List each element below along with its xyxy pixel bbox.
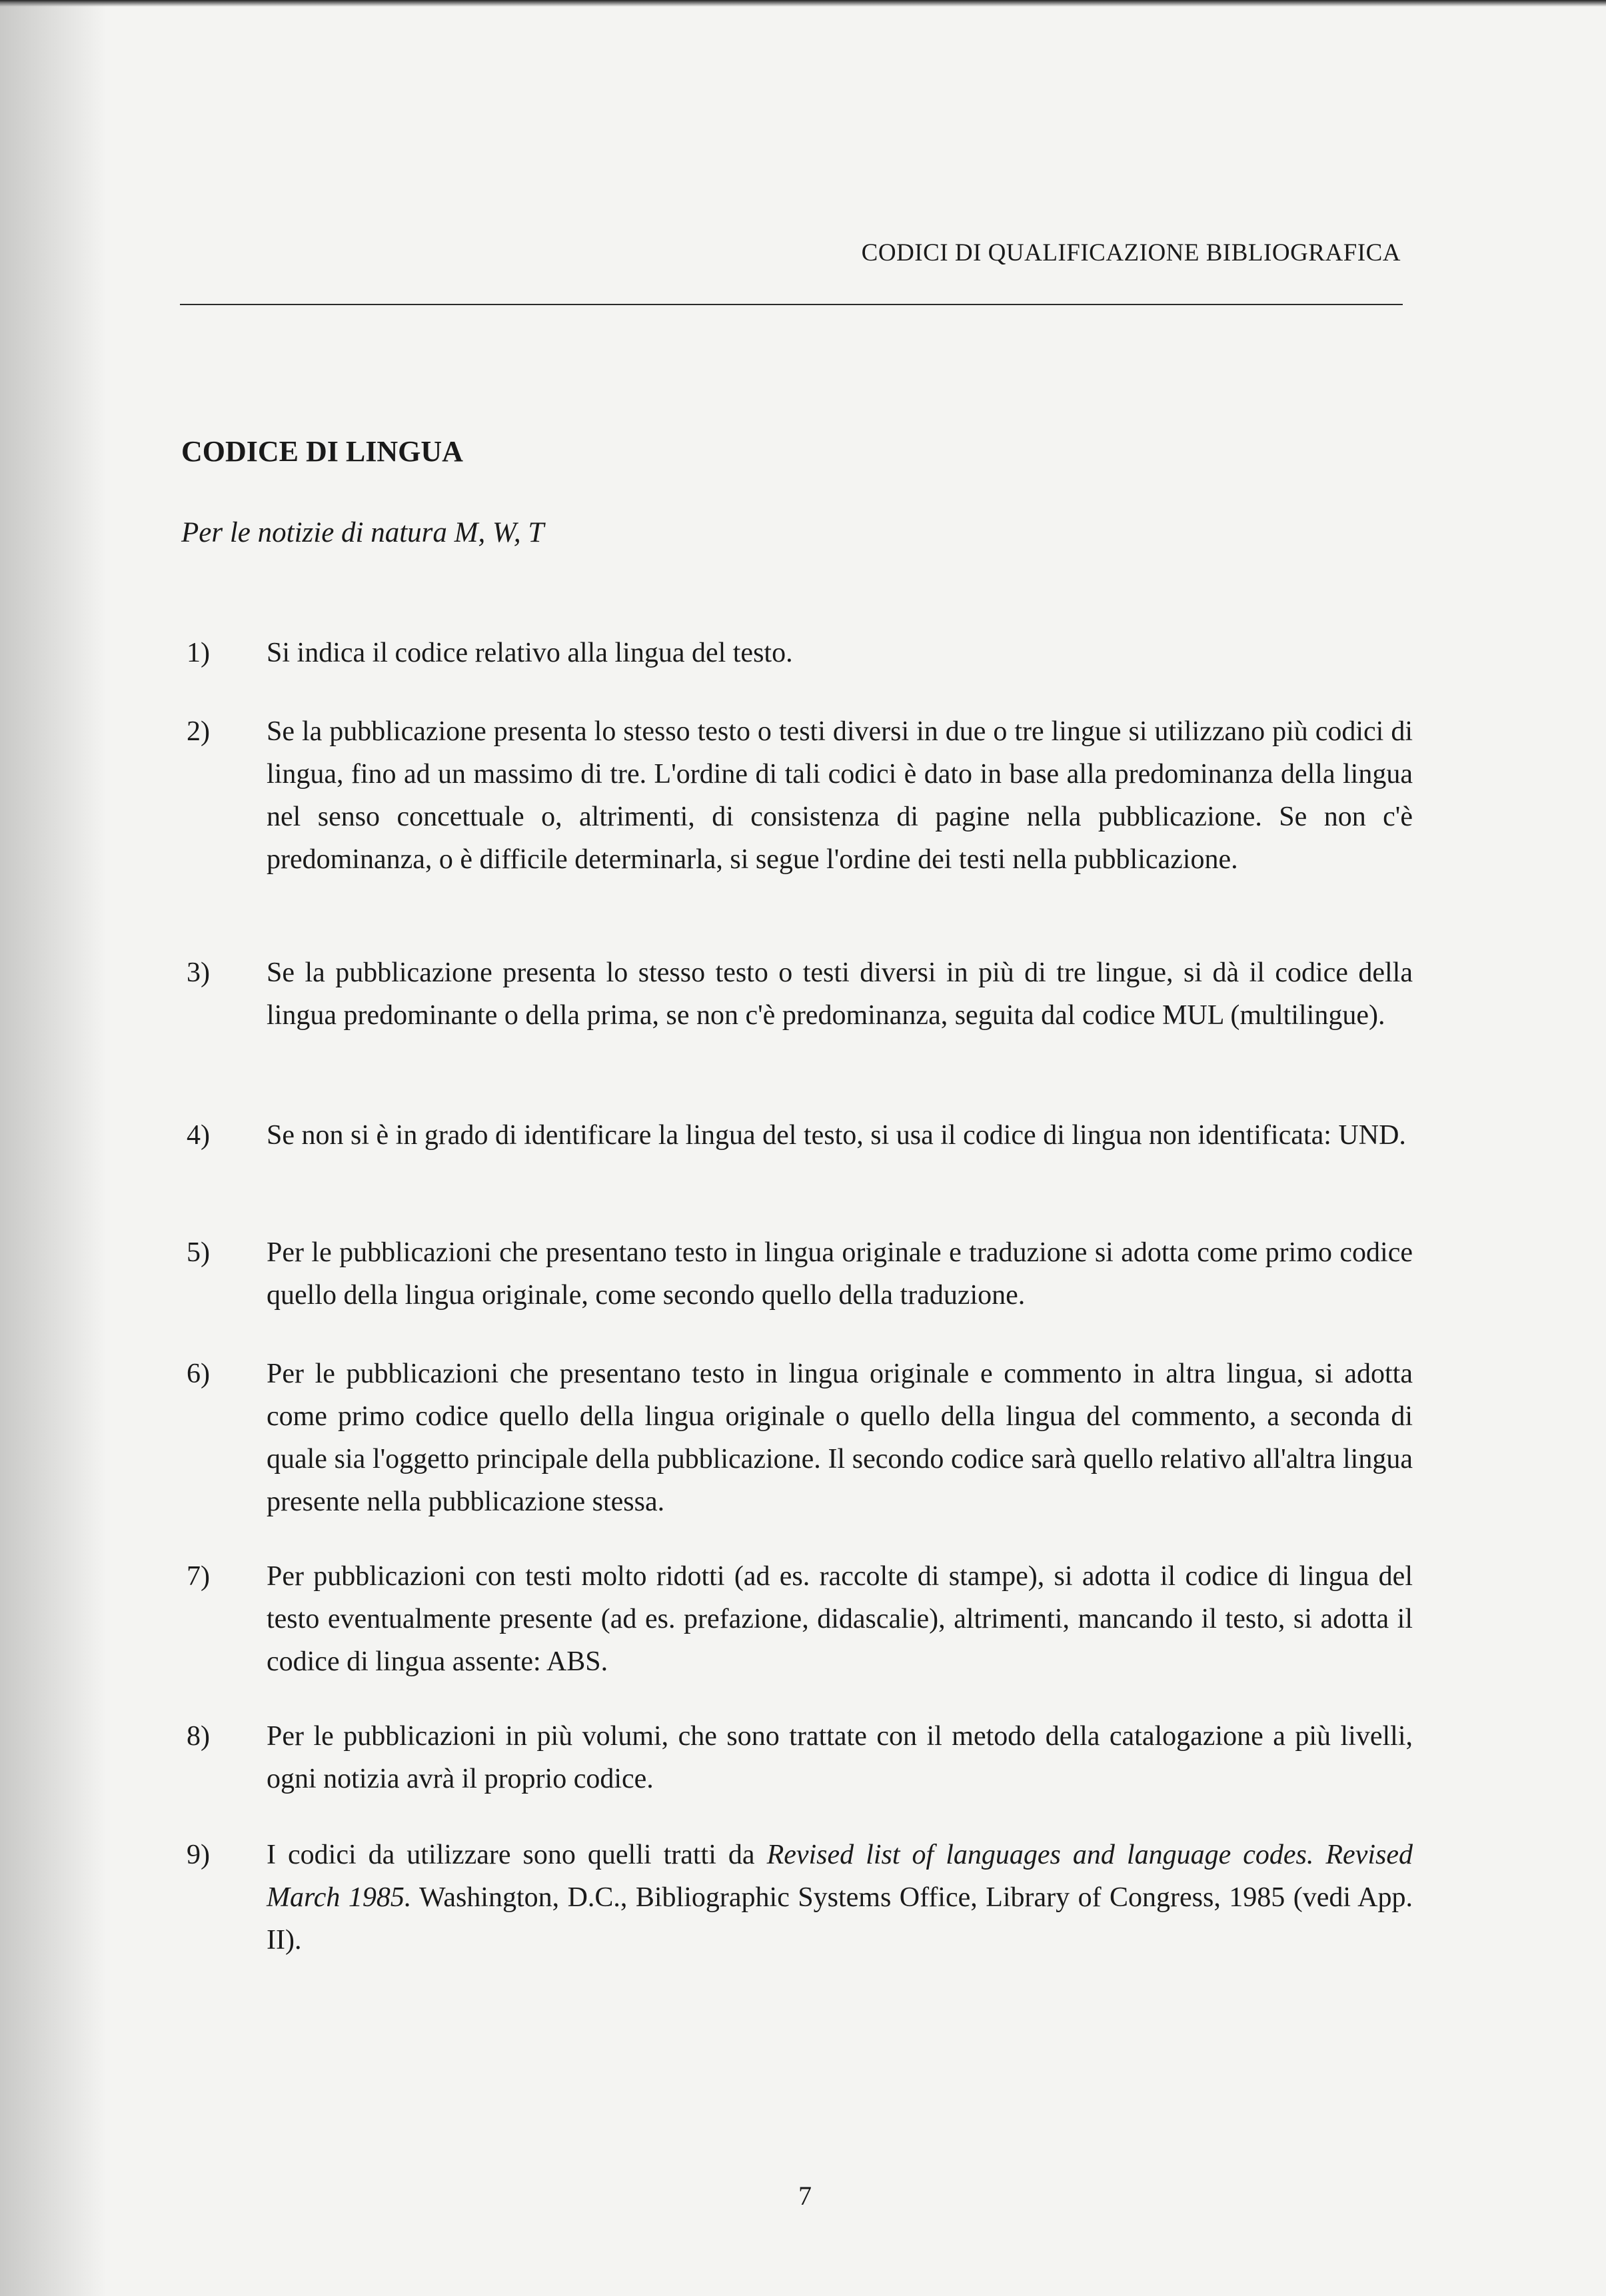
item-text: Se non si è in grado di identificare la lingua del testo, si usa il codice di lingua non identificata: UND. <box>267 1120 1406 1151</box>
list-item <box>187 951 1413 1037</box>
item-number: 8) <box>187 1721 210 1752</box>
item-number: 5) <box>187 1237 210 1268</box>
item-number: 3) <box>187 957 210 988</box>
list-item <box>187 1114 1413 1157</box>
citation-title: Revised list of languages and language codes. Revised March 1985. <box>267 1840 1413 1913</box>
item-text: Se la pubblicazione presenta lo stesso testo o testi diversi in due o tre lingue si utilizzano più codici di lingua, fino ad un massimo di tre. L'ordine di tali codici è dato in base alla predominanza della lingua nel senso concettuale o, altrimenti, di consistenza di pagine nella pubblicazione. Se non c'è predominanza, o è difficile determinarla, si segue l'ordine dei testi nella pubblicazione. <box>267 716 1413 875</box>
section-subtitle: Per le notizie di natura M, W, T <box>181 517 544 548</box>
list-item <box>187 1555 1413 1683</box>
list-item <box>187 1834 1413 1962</box>
section-title: CODICE DI LINGUA <box>181 435 463 468</box>
item-text: Si indica il codice relativo alla lingua del testo. <box>267 638 793 668</box>
item-text: Per le pubblicazioni in più volumi, che sono trattate con il metodo della catalogazione a più livelli, ogni notizia avrà il proprio codice. <box>267 1721 1413 1794</box>
item-number: 4) <box>187 1120 210 1151</box>
running-header: CODICI DI QUALIFICAZIONE BIBLIOGRAFICA <box>861 239 1401 267</box>
list-item <box>187 1231 1413 1317</box>
page-number: 7 <box>798 2181 812 2211</box>
item-text: Per le pubblicazioni che presentano testo in lingua originale e traduzione si adotta come primo codice quello della lingua originale, come secondo quello della traduzione. <box>267 1237 1413 1311</box>
item-text: Per pubblicazioni con testi molto ridotti (ad es. raccolte di stampe), si adotta il codice di lingua del testo eventualmente presente (ad es. prefazione, didascalie), altrimenti, mancando il testo, si adotta il codice di lingua assente: ABS. <box>267 1561 1413 1677</box>
item-number: 7) <box>187 1561 210 1592</box>
top-edge <box>0 0 1606 7</box>
header-rule <box>180 304 1403 305</box>
list-item <box>187 632 1413 674</box>
item-number: 6) <box>187 1359 210 1389</box>
item-text: Se la pubblicazione presenta lo stesso testo o testi diversi in più di tre lingue, si dà il codice della lingua predominante o della prima, se non c'è predominanza, seguita dal codice MUL (multilingue). <box>267 957 1413 1031</box>
item-text: I codici da utilizzare sono quelli tratti da Revised list of languages and language codes. Revised March 1985. Washington, D.C., Bibliographic Systems Office, Library of Congress, 1985 (vedi App. II). <box>267 1840 1413 1956</box>
list-item <box>187 1715 1413 1800</box>
list-item <box>187 710 1413 881</box>
item-text: Per le pubblicazioni che presentano testo in lingua originale e commento in altra lingua, si adotta come primo codice quello della lingua originale o quello della lingua del commento, a seconda di quale sia l'oggetto principale della pubblicazione. Il secondo codice sarà quello relativo all'altra lingua presente nella pubblicazione stessa. <box>267 1359 1413 1517</box>
item-number: 2) <box>187 716 210 747</box>
item-number: 1) <box>187 638 210 668</box>
list-item <box>187 1353 1413 1523</box>
item-number: 9) <box>187 1840 210 1870</box>
page-shadow <box>0 0 107 2296</box>
